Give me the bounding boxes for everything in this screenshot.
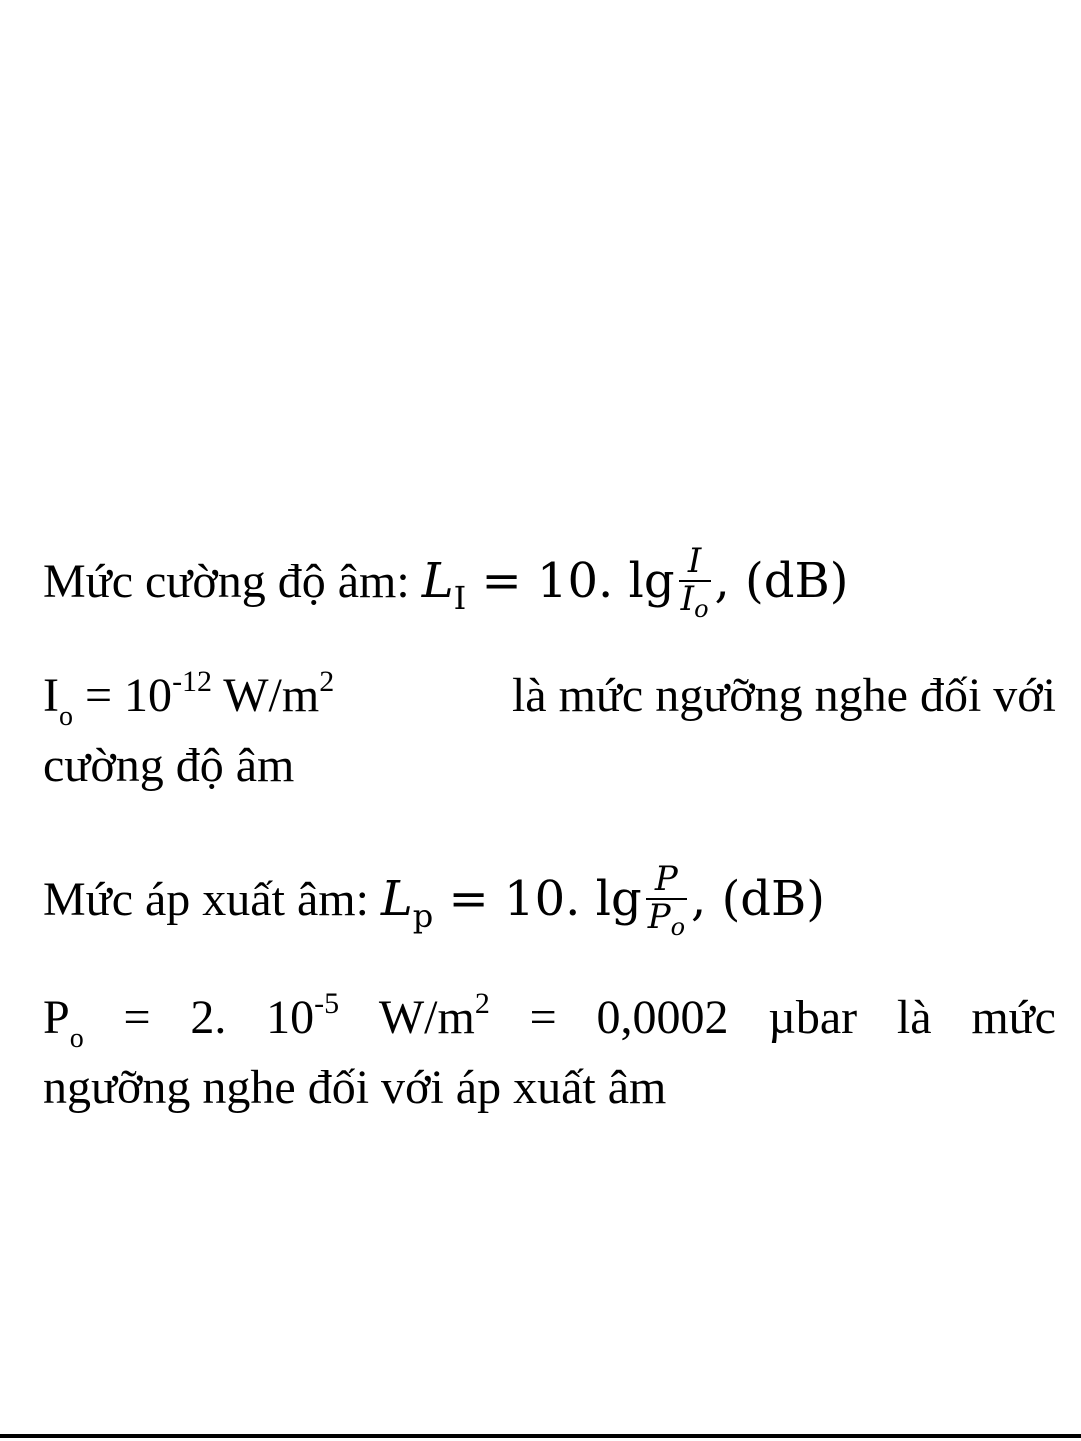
- pressure-frac-den-sub: o: [670, 912, 686, 941]
- pressure-ref-la: là: [896, 991, 932, 1044]
- intensity-frac-den-var: I: [680, 578, 695, 619]
- intensity-eq-prefix: = 10. lg: [481, 553, 675, 610]
- pressure-ref-value-unit: µbar: [768, 991, 858, 1044]
- pressure-ref-symbol-group: [43, 991, 84, 1054]
- intensity-reference-line: [43, 665, 1056, 732]
- intensity-lhs-var: L: [421, 553, 454, 610]
- pressure-eq-prefix: = 10. lg: [448, 871, 642, 928]
- intensity-ref-expression: [43, 665, 335, 732]
- pressure-ref-eq: =: [123, 991, 151, 1044]
- intensity-ref-unit-base: W/m: [223, 669, 320, 722]
- pressure-ref-eq2: =: [529, 991, 557, 1044]
- intensity-ref-symbol: I: [43, 669, 59, 722]
- bottom-divider: [0, 1434, 1081, 1438]
- intensity-level-equation: [421, 541, 849, 623]
- intensity-level-label: Mức cường độ âm:: [43, 555, 410, 609]
- pressure-ref-coef: 2.: [190, 991, 227, 1044]
- pressure-ref-unit: [378, 987, 490, 1044]
- intensity-lhs-sub: I: [453, 579, 467, 618]
- intensity-fraction: [679, 541, 711, 623]
- pressure-frac-den-var: P: [647, 896, 671, 937]
- pressure-level-formula: [43, 859, 826, 941]
- pressure-fraction: [646, 859, 687, 941]
- pressure-lhs-var: L: [380, 871, 413, 928]
- intensity-reference-line-2: cường độ âm: [43, 739, 295, 792]
- pressure-level-label: Mức áp xuất âm:: [43, 873, 369, 927]
- pressure-lhs-sub: p: [412, 897, 434, 936]
- intensity-frac-den-sub: o: [694, 594, 709, 623]
- pressure-ref-pow-base: 10: [266, 991, 315, 1044]
- intensity-ref-exp: -12: [172, 665, 213, 698]
- intensity-unit: , (dB): [714, 553, 849, 610]
- intensity-ref-unit-exp: 2: [319, 665, 335, 698]
- pressure-ref-symbol-sub: o: [69, 1023, 84, 1054]
- intensity-ref-eq: = 10: [84, 669, 173, 722]
- intensity-frac-den: [679, 578, 711, 623]
- intensity-ref-symbol-sub: o: [58, 701, 73, 732]
- pressure-ref-unit-exp: 2: [474, 987, 490, 1020]
- intensity-level-formula: [43, 541, 849, 623]
- pressure-ref-unit-base: W/m: [378, 991, 475, 1044]
- pressure-reference-line-2: ngưỡng nghe đối với áp xuất âm: [43, 1061, 667, 1114]
- pressure-ref-value: 0,0002: [596, 991, 729, 1044]
- pressure-level-equation: [380, 859, 826, 941]
- pressure-ref-symbol: P: [43, 991, 70, 1044]
- pressure-unit: , (dB): [691, 871, 826, 928]
- pressure-reference-line: [43, 987, 1056, 1054]
- pressure-frac-num: P: [646, 862, 687, 900]
- intensity-ref-description: là mức ngưỡng nghe đối với: [511, 669, 1056, 722]
- pressure-ref-muc: mức: [971, 991, 1056, 1044]
- pressure-frac-den: [646, 896, 687, 941]
- intensity-frac-num: I: [679, 544, 711, 582]
- pressure-ref-power: [266, 987, 340, 1044]
- pressure-ref-exp: -5: [314, 987, 340, 1020]
